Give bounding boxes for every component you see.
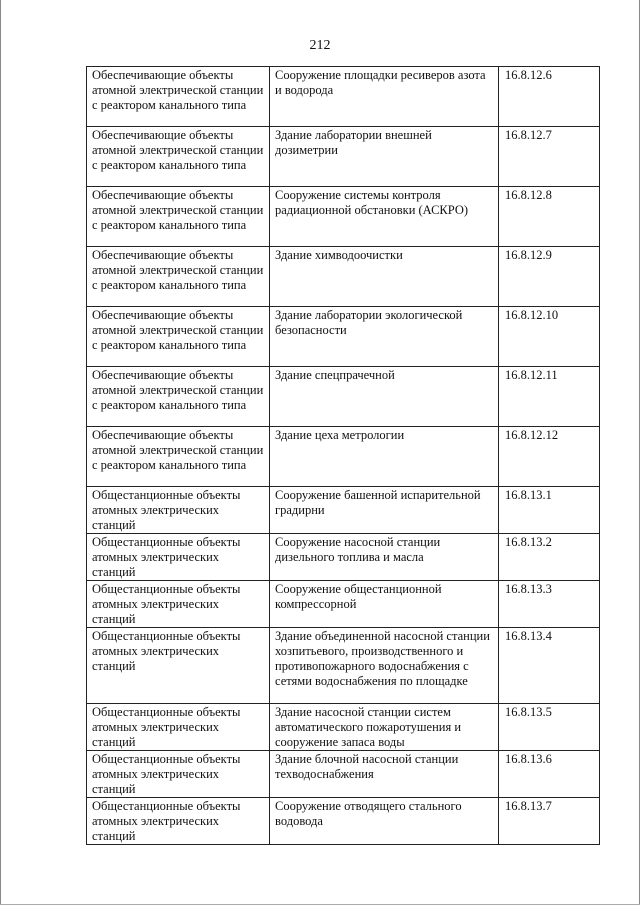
- table-row: [87, 187, 600, 247]
- table-row: [87, 67, 600, 127]
- page-number: 212: [309, 38, 331, 53]
- row-object-name: Здание лаборатории экологической безопасности: [270, 307, 499, 367]
- table-row: [87, 427, 600, 487]
- table-row: [87, 704, 600, 751]
- row-object-name: Здание насосной станции систем автоматического пожаротушения и сооружение запаса воды: [270, 704, 499, 751]
- row-object-name: Здание химводоочистки: [270, 247, 499, 307]
- row-category: Общестанционные объекты атомных электрических станций: [87, 751, 270, 798]
- row-object-name: Здание спецпрачечной: [270, 367, 499, 427]
- page-edge-left: [0, 0, 1, 905]
- row-object-name: Здание блочной насосной станции техводоснабжения: [270, 751, 499, 798]
- row-category: Общестанционные объекты атомных электрических станций: [87, 534, 270, 581]
- row-category: Обеспечивающие объекты атомной электрической станции с реактором канального типа: [87, 367, 270, 427]
- row-category: Обеспечивающие объекты атомной электрической станции с реактором канального типа: [87, 307, 270, 367]
- row-code: 16.8.13.2: [499, 534, 600, 581]
- table-row: [87, 628, 600, 704]
- row-object-name: Сооружение отводящего стального водовода: [270, 798, 499, 845]
- row-object-name: Здание лаборатории внешней дозиметрии: [270, 127, 499, 187]
- table-row: [87, 367, 600, 427]
- table-row: [87, 307, 600, 367]
- row-category: Обеспечивающие объекты атомной электрической станции с реактором канального типа: [87, 127, 270, 187]
- row-category: Общестанционные объекты атомных электрических станций: [87, 704, 270, 751]
- row-object-name: Здание цеха метрологии: [270, 427, 499, 487]
- table-row: [87, 798, 600, 845]
- row-code: 16.8.12.6: [499, 67, 600, 127]
- row-category: Общестанционные объекты атомных электрических станций: [87, 581, 270, 628]
- row-object-name: Сооружение насосной станции дизельного топлива и масла: [270, 534, 499, 581]
- table-row: [87, 534, 600, 581]
- row-category: Общестанционные объекты атомных электрических станций: [87, 628, 270, 704]
- row-category: Общестанционные объекты атомных электрических станций: [87, 798, 270, 845]
- row-category: Обеспечивающие объекты атомной электрической станции с реактором канального типа: [87, 427, 270, 487]
- row-code: 16.8.12.8: [499, 187, 600, 247]
- row-category: Обеспечивающие объекты атомной электрической станции с реактором канального типа: [87, 247, 270, 307]
- row-code: 16.8.13.3: [499, 581, 600, 628]
- row-object-name: Сооружение системы контроля радиационной обстановки (АСКРО): [270, 187, 499, 247]
- row-code: 16.8.12.11: [499, 367, 600, 427]
- table-row: [87, 751, 600, 798]
- table-row: [87, 487, 600, 534]
- row-code: 16.8.13.6: [499, 751, 600, 798]
- row-object-name: Сооружение башенной испарительной градирни: [270, 487, 499, 534]
- row-code: 16.8.13.4: [499, 628, 600, 704]
- row-code: 16.8.12.9: [499, 247, 600, 307]
- row-object-name: Здание объединенной насосной станции хозпитьевого, производственного и противопожарного водоснабжения с сетями водоснабжения по площадке: [270, 628, 499, 704]
- row-code: 16.8.13.1: [499, 487, 600, 534]
- row-category: Общестанционные объекты атомных электрических станций: [87, 487, 270, 534]
- row-code: 16.8.13.5: [499, 704, 600, 751]
- row-code: 16.8.12.12: [499, 427, 600, 487]
- table-row: [87, 247, 600, 307]
- row-code: 16.8.12.7: [499, 127, 600, 187]
- objects-table: [86, 66, 600, 845]
- row-object-name: Сооружение площадки ресиверов азота и водорода: [270, 67, 499, 127]
- table-row: [87, 581, 600, 628]
- row-object-name: Сооружение общестанционной компрессорной: [270, 581, 499, 628]
- row-code: 16.8.13.7: [499, 798, 600, 845]
- row-category: Обеспечивающие объекты атомной электрической станции с реактором канального типа: [87, 187, 270, 247]
- row-code: 16.8.12.10: [499, 307, 600, 367]
- row-category: Обеспечивающие объекты атомной электрической станции с реактором канального типа: [87, 67, 270, 127]
- table-row: [87, 127, 600, 187]
